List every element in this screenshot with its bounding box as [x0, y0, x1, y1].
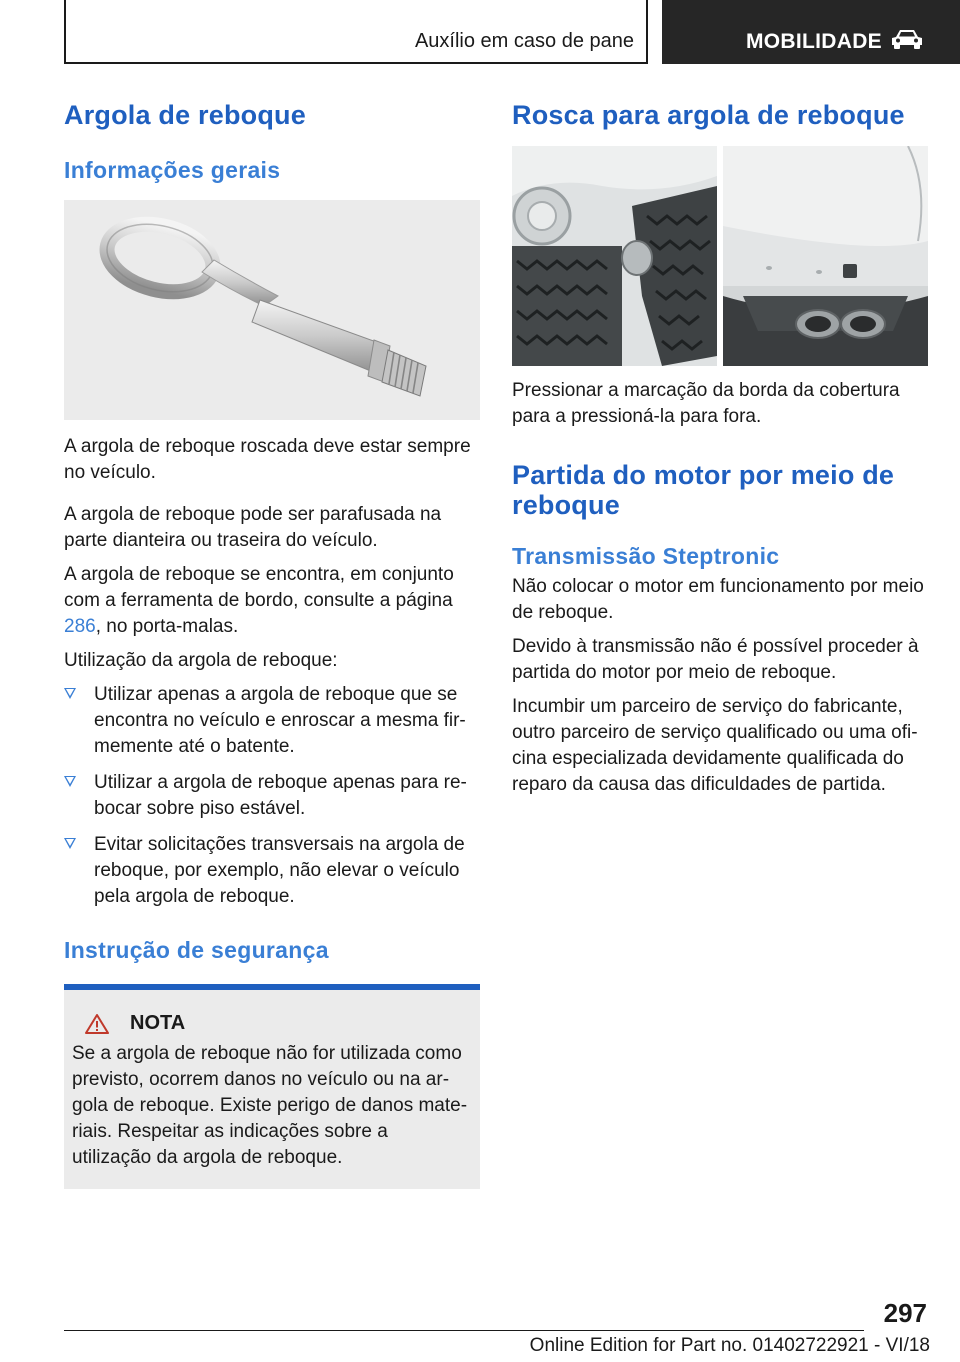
paragraph: Incumbir um parceiro de serviço do fabricante, outro parceiro de serviço qualificado ou uma oficina especializada devidamente qualificada do reparo da causa das dificuldades de partida. — [512, 696, 918, 795]
bullet-triangle-icon — [64, 688, 76, 699]
tow-eye-image — [64, 200, 480, 420]
notice-header — [72, 1012, 470, 1035]
footer-divider — [64, 1330, 864, 1331]
list-item-text: Utilizar apenas a argola de reboque que se encontra no veículo e enroscar a mesma firmemente até o batente. — [94, 684, 466, 757]
paragraph — [64, 562, 480, 640]
footer-edition: Online Edition for Part no. 01402722921 - VI/18 — [529, 1335, 930, 1356]
list-item — [64, 682, 480, 760]
page-number: 297 — [883, 1298, 927, 1328]
paragraph: Não colocar o motor em funcionamento por meio de reboque. — [512, 576, 924, 623]
usage-list — [64, 682, 480, 910]
front-bumper-image — [512, 146, 717, 366]
subtitle-steptronic: Transmissão Steptronic — [512, 543, 780, 569]
left-column — [64, 100, 480, 1189]
section-title-thread: Rosca para argola de reboque — [512, 100, 905, 130]
paragraph: Pressionar a marcação da borda da cobertura para a pressioná-la para fora. — [512, 380, 900, 427]
header-chapter-title: MOBILIDADE — [746, 30, 882, 53]
paragraph: A argola de reboque pode ser parafusada na parte dianteira ou traseira do veículo. — [64, 504, 442, 551]
bullet-triangle-icon — [64, 838, 76, 849]
paragraph-text: , no porta-malas. — [95, 616, 239, 637]
header-chapter-box — [662, 0, 960, 64]
paragraph-text: A argola de reboque se encontra, em conjunto com a ferramenta de bordo, consulte a página — [64, 564, 454, 611]
header-section-box — [64, 0, 648, 64]
section-title-tow-start: Partida do motor por meio de reboque — [512, 460, 895, 520]
rear-bumper-image — [723, 146, 928, 366]
list-item — [64, 832, 480, 910]
paragraph: Utilização da argola de reboque: — [64, 650, 338, 671]
subtitle-safety: Instrução de segurança — [64, 937, 329, 963]
notice-box — [64, 984, 480, 1189]
list-item-text: Evitar solicitações transversais na argola de reboque, por exemplo, não elevar o veículo pela argola de reboque. — [94, 834, 465, 907]
section-title-tow-eye: Argola de reboque — [64, 100, 306, 130]
notice-title: NOTA — [130, 1012, 186, 1034]
warning-triangle-icon — [84, 1013, 110, 1035]
paragraph: Devido à transmissão não é possível proceder à partida do motor por meio de reboque. — [512, 636, 919, 683]
notice-text: Se a argola de reboque não for utilizada como previsto, ocorrem danos no veículo ou na argola de reboque. Existe perigo de danos materiais. Respeitar as indicações sobre a utilização da argola de reboque. — [72, 1043, 468, 1168]
paragraph: A argola de reboque roscada deve estar sempre no veículo. — [64, 436, 471, 483]
list-item — [64, 770, 480, 822]
car-icon — [890, 28, 924, 50]
bullet-triangle-icon — [64, 776, 76, 787]
bumper-images — [512, 146, 928, 366]
page-reference-link[interactable]: 286 — [64, 616, 96, 637]
right-column — [512, 100, 928, 798]
header-section-title: Auxílio em caso de pane — [414, 30, 634, 52]
subtitle-general-info: Informações gerais — [64, 157, 281, 183]
list-item-text: Utilizar a argola de reboque apenas para rebocar sobre piso estável. — [94, 772, 467, 819]
